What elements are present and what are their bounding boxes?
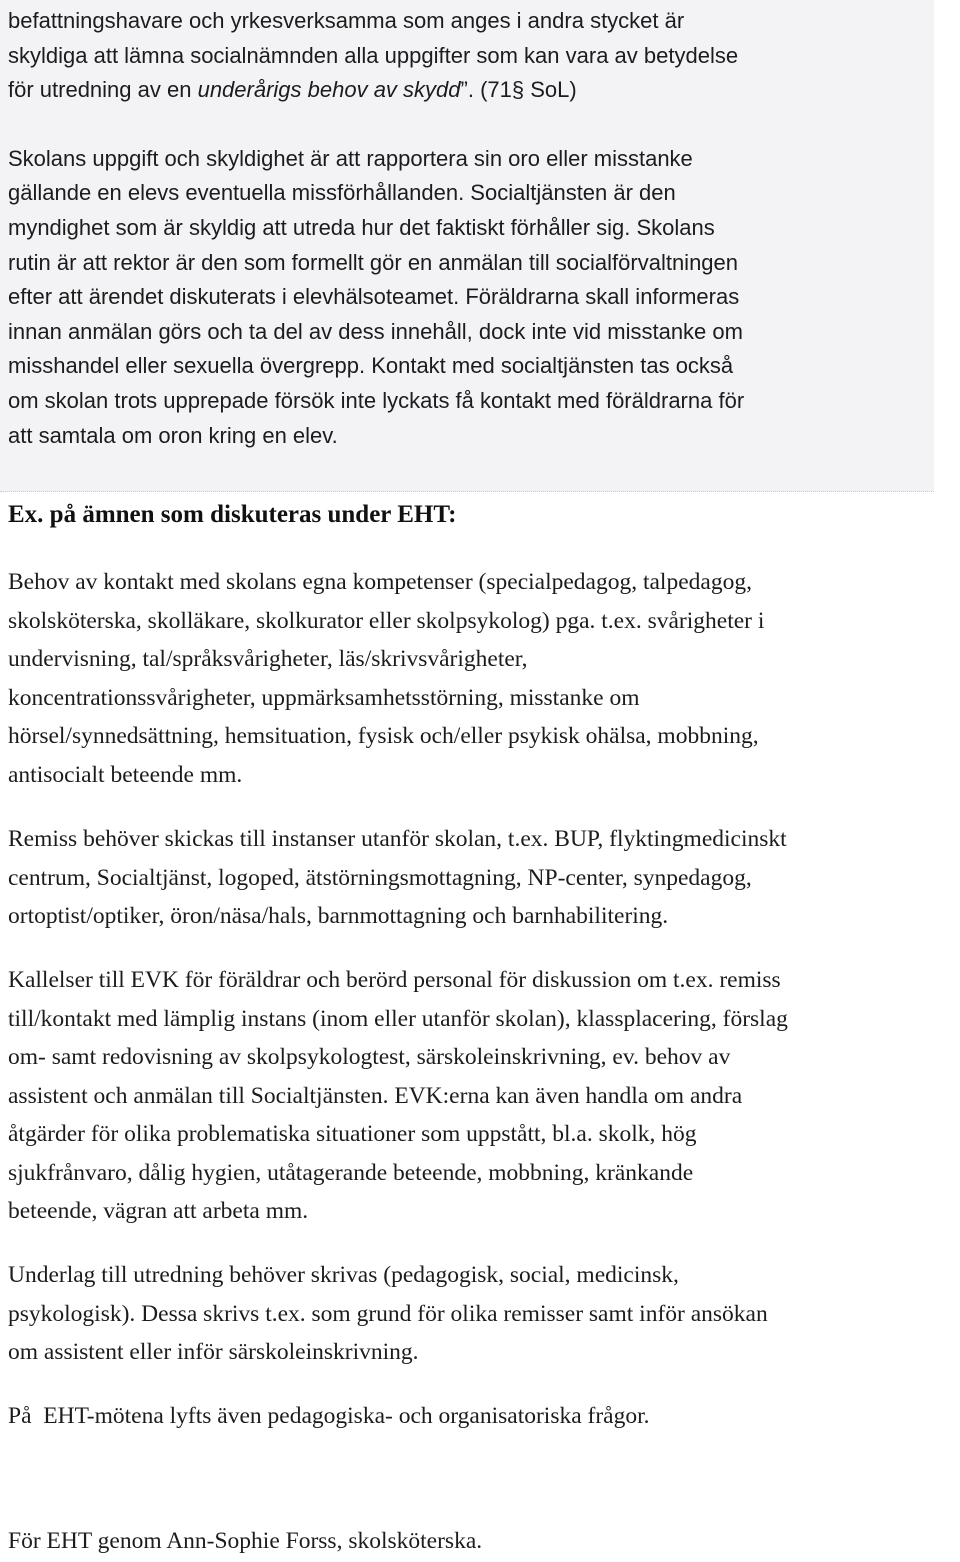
quoted-text-box [0,0,934,492]
paragraph-eht-meetings [8,1397,960,1436]
text-line: antisocialt beteende mm. [8,761,243,788]
text-line: assistent och anmälan till Socialtjänsten. EVK:erna kan även handla om andra [8,1082,743,1109]
text-line: centrum, Socialtjänst, logoped, ätstörningsmottagning, NP-center, synpedagog, [8,864,752,891]
text-line: Behov av kontakt med skolans egna kompetenser (specialpedagog, talpedagog, [8,569,752,595]
text-line: beteende, vägran att arbeta mm. [8,1198,309,1224]
text-line: misshandel eller sexuella övergrepp. Kontakt med socialtjänsten tas också [8,353,734,379]
text-line: åtgärder för olika problematiska situationer som uppstått, bl.a. skolk, hög [8,1121,697,1147]
text-line: hörsel/synnedsättning, hemsituation, fysisk och/eller psykisk ohälsa, mobbning, [8,723,759,749]
text-line: innan anmälan görs och ta del av dess innehåll, dock inte vid misstanke om [8,318,743,344]
section-heading: Ex. på ämnen som diskuteras under EHT: [8,501,457,528]
text-line: skolsköterska, skolläkare, skolkurator eller skolpsykolog) pga. t.ex. svårigheter i [8,607,765,634]
text-fragment: ”. (71§ SoL) [460,77,577,103]
paragraph-underlag [8,1256,960,1372]
text-line: För EHT genom Ann-Sophie Forss, skolsköterska. [8,1528,483,1554]
text-line: till/kontakt med lämplig instans (inom eller utanför skolan), klassplacering, förslag [8,1005,788,1032]
text-line: skyldiga att lämna socialnämnden alla uppgifter som kan vara av betydelse [8,42,739,68]
paragraph-school-duty [8,142,934,453]
text-line [8,73,934,108]
text-line: På EHT-mötena lyfts även pedagogiska- och organisatoriska frågor. [8,1403,650,1429]
text-line: om skolan trots upprepade försök inte lyckats få kontakt med föräldrarna för [8,387,745,413]
text-line: Underlag till utredning behöver skrivas (pedagogisk, social, medicinsk, [8,1262,679,1288]
text-line: gällande en elevs eventuella missförhållanden. Socialtjänsten är den [8,180,676,206]
text-line: om assistent eller inför särskoleinskrivning. [8,1339,419,1365]
italic-text: underårigs behov av skydd [197,77,461,103]
text-line: undervisning, tal/språksvårigheter, läs/skrivsvårigheter, [8,646,528,672]
paragraph-law-quote [8,4,934,108]
text-line: om- samt redovisning av skolpsykologtest, särskoleinskrivning, ev. behov av [8,1044,731,1070]
signature [8,1522,960,1561]
text-line: Remiss behöver skickas till instanser utanför skolan, t.ex. BUP, flyktingmedicinskt [8,826,787,852]
text-line: att samtala om oron kring en elev. [8,422,338,448]
text-line: efter att ärendet diskuterats i elevhälsoteamet. Föräldrarna skall informeras [8,284,740,310]
text-line: myndighet som är skyldig att utreda hur det faktiskt förhåller sig. Skolans [8,214,715,240]
text-line: Skolans uppgift och skyldighet är att rapportera sin oro eller misstanke [8,145,693,171]
text-line: koncentrationssvårigheter, uppmärksamhetsstörning, misstanke om [8,684,640,711]
paragraph-kallelser [8,961,960,1231]
text-line: sjukfrånvaro, dålig hygien, utåtagerande beteende, mobbning, kränkande [8,1159,694,1186]
paragraph-behov [8,563,960,794]
text-line: psykologisk). Dessa skrivs t.ex. som grund för olika remisser samt inför ansökan [8,1300,768,1327]
text-line: rutin är att rektor är den som formellt gör en anmälan till socialförvaltningen [8,249,739,275]
text-fragment: för utredning av en [8,77,198,103]
paragraph-remiss [8,820,960,936]
text-line: Kallelser till EVK för föräldrar och berörd personal för diskussion om t.ex. remiss [8,967,781,993]
text-line: ortoptist/optiker, öron/näsa/hals, barnmottagning och barnhabilitering. [8,903,669,929]
text-line: befattningshavare och yrkesverksamma som anges i andra stycket är [8,8,685,33]
